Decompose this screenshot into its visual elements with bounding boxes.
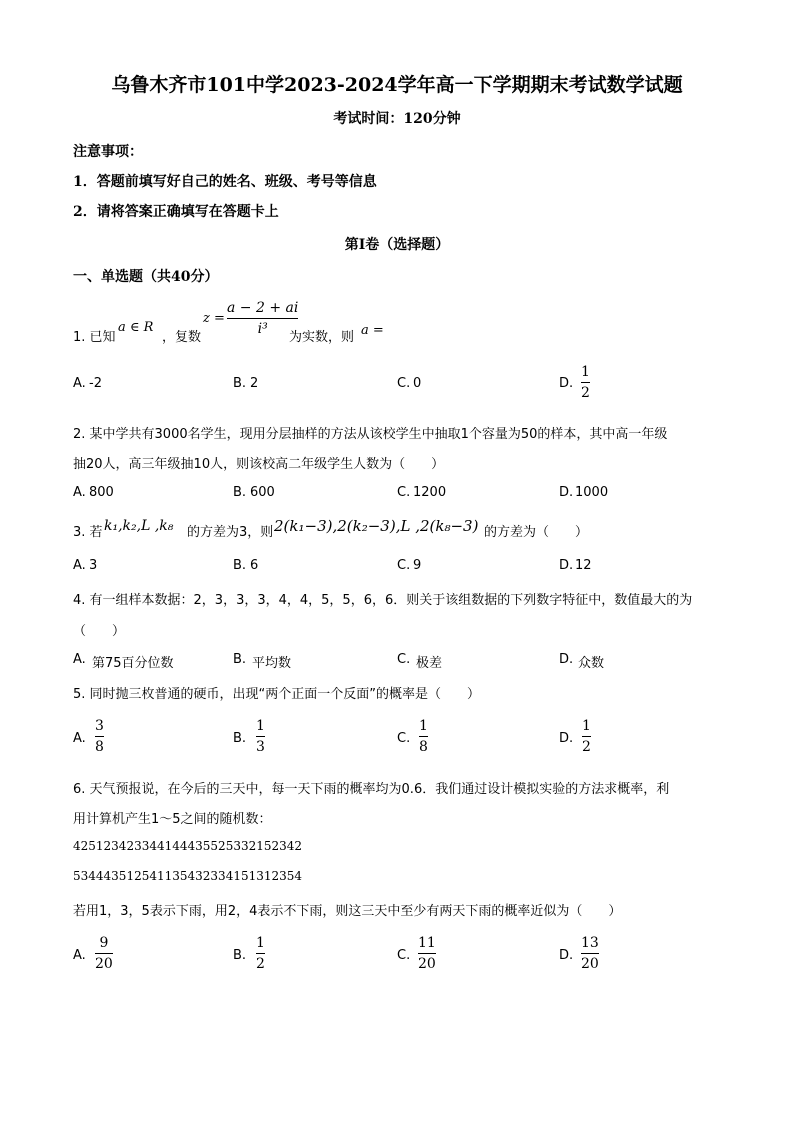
fraction-denominator: 20 (95, 956, 113, 972)
option-value: 众数 (578, 656, 605, 671)
section-title: 第I卷（选择题） (344, 237, 450, 253)
fraction-numerator: 1 (419, 718, 428, 734)
fraction-numerator: 3 (95, 718, 104, 734)
option-label: A. (73, 558, 86, 573)
option-value: 2 (250, 376, 259, 391)
option-label: C. (397, 652, 411, 667)
fraction-numerator: a − 2 + ai (227, 300, 299, 316)
fraction-denominator: 3 (256, 739, 265, 755)
option-label: C. (397, 376, 411, 391)
question-text: （ ） (73, 624, 126, 639)
option-label: D. (559, 558, 574, 573)
fraction-bar (581, 382, 590, 383)
page-title: 乌鲁木齐市101中学2023-2024学年高一下学期期末考试数学试题 (111, 74, 683, 96)
option-value: 极差 (416, 656, 443, 671)
notice-heading: 注意事项： (73, 144, 143, 160)
option-label: B. (233, 731, 247, 746)
question-text: 用计算机产生1～5之间的随机数： (73, 812, 272, 827)
option-value: 600 (250, 485, 275, 500)
option-value: 6 (250, 558, 259, 573)
notice-item: 2．请将答案正确填写在答题卡上 (73, 204, 279, 220)
question-text: 1. 已知 (73, 330, 116, 345)
fraction-numerator: 1 (581, 364, 590, 380)
option-value: 3 (89, 558, 98, 573)
option-label: C. (397, 731, 411, 746)
math-fraction (227, 300, 298, 337)
fraction-denominator: 2 (256, 956, 265, 972)
option-label: B. (233, 376, 247, 391)
fraction-bar (418, 953, 436, 954)
option-label: A. (73, 485, 86, 500)
fraction-bar (581, 953, 599, 954)
option-fraction (581, 935, 599, 972)
option-value: 800 (89, 485, 114, 500)
option-value: 1200 (413, 485, 447, 500)
question-text: 5. 同时抛三枚普通的硬币，出现“两个正面一个反面”的概率是（ ） (73, 687, 481, 702)
fraction-denominator: 2 (581, 385, 590, 401)
option-fraction (418, 935, 436, 972)
question-text: 2. 某中学共有3000名学生，现用分层抽样的方法从该校学生中抽取1个容量为50的样本，其中高一年级 (73, 427, 668, 442)
fraction-numerator: 1 (582, 718, 591, 734)
option-fraction (581, 364, 590, 401)
fraction-bar (95, 953, 113, 954)
option-value: 0 (413, 376, 422, 391)
question-text: 为实数，则 (289, 330, 355, 345)
option-label: C. (397, 485, 411, 500)
math-vars: k₁,k₂,L ,k₈ (104, 518, 174, 534)
option-fraction (256, 718, 265, 755)
question-text: 若用1，3，5表示下雨，用2，4表示不下雨，则这三天中至少有两天下雨的概率近似为（ ） (73, 904, 622, 919)
question-text: 的方差为（ ） (484, 525, 589, 540)
option-label: B. (233, 652, 247, 667)
option-fraction (419, 718, 428, 755)
option-label: D. (559, 948, 574, 963)
fraction-numerator: 1 (256, 935, 265, 951)
option-label: D. (559, 731, 574, 746)
fraction-denominator: 2 (582, 739, 591, 755)
option-value: 9 (413, 558, 422, 573)
option-label: A. (73, 652, 86, 667)
question-text: 3. 若 (73, 525, 103, 540)
option-label: A. (73, 948, 86, 963)
option-label: C. (397, 948, 411, 963)
option-value: 1000 (575, 485, 609, 500)
option-value: 平均数 (252, 656, 292, 671)
fraction-bar (256, 736, 265, 737)
option-label: B. (233, 558, 247, 573)
fraction-denominator: 8 (95, 739, 104, 755)
math-expression: 2(k₁−3),2(k₂−3),L ,2(k₈−3) (274, 517, 479, 535)
option-label: A. (73, 731, 86, 746)
question-text: 6. 天气预报说，在今后的三天中，每一天下雨的概率均为0.6．我们通过设计模拟实验的方法求概率，利 (73, 782, 670, 797)
option-label: B. (233, 485, 247, 500)
option-label: D. (559, 376, 574, 391)
option-value: 12 (575, 558, 592, 573)
fraction-denominator: 8 (419, 739, 428, 755)
option-label: D. (559, 485, 574, 500)
fraction-bar (582, 736, 591, 737)
exam-time: 考试时间：120分钟 (333, 111, 461, 127)
option-value: -2 (89, 376, 102, 391)
fraction-denominator: i³ (257, 321, 268, 337)
fraction-numerator: 13 (581, 935, 599, 951)
fraction-numerator: 9 (99, 935, 109, 951)
random-digits: 425123423344144435525332152342 (73, 839, 303, 853)
option-fraction (256, 935, 265, 972)
fraction-denominator: 20 (418, 956, 436, 972)
option-label: A. (73, 376, 86, 391)
option-value: 第75百分位数 (92, 656, 174, 671)
fraction-numerator: 11 (418, 935, 436, 951)
fraction-bar (419, 736, 428, 737)
fraction-bar (256, 953, 265, 954)
option-label: D. (559, 652, 574, 667)
question-text: 的方差为3，则 (187, 525, 274, 540)
fraction-denominator: 20 (581, 956, 599, 972)
math-ask: a = (361, 323, 384, 338)
math-z-lhs: z = (203, 311, 225, 326)
option-label: C. (397, 558, 411, 573)
question-text: 4. 有一组样本数据：2，3，3，3，4，4，5，5，6，6．则关于该组数据的下列数字特征中，数值最大的为 (73, 593, 693, 608)
fraction-bar (95, 736, 104, 737)
option-label: B. (233, 948, 247, 963)
question-text: 抽20人，高三年级抽10人，则该校高二年级学生人数为（ ） (73, 457, 445, 472)
fraction-bar (227, 318, 298, 319)
option-fraction (582, 718, 591, 755)
notice-item: 1．答题前填写好自己的姓名、班级、考号等信息 (73, 174, 377, 190)
math-condition: a ∈ R (118, 320, 154, 335)
option-fraction (95, 718, 104, 755)
question-text: ，复数 (162, 330, 202, 345)
fraction-numerator: 1 (256, 718, 265, 734)
option-fraction (95, 935, 113, 972)
part-title: 一、单选题（共40分） (73, 269, 219, 285)
random-digits: 534443512541135432334151312354 (73, 869, 303, 883)
